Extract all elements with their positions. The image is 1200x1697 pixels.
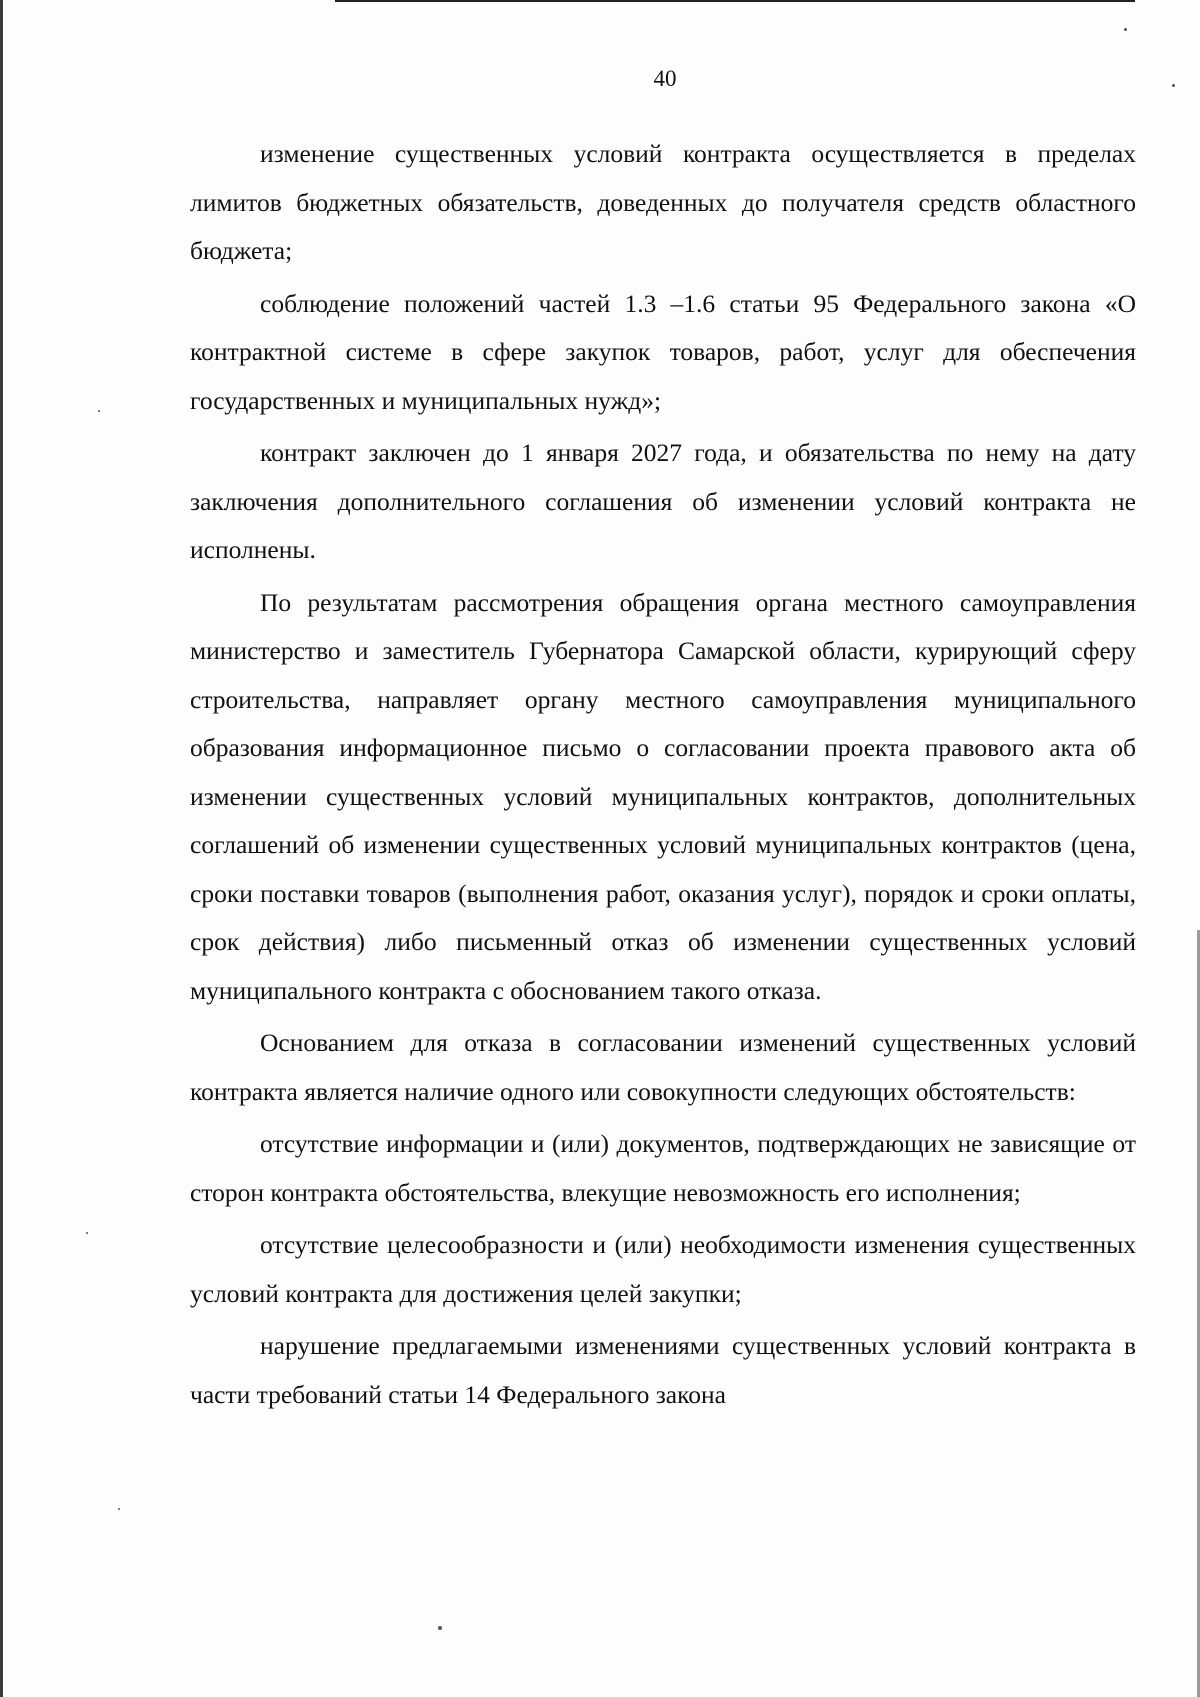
- paragraph: отсутствие информации и (или) документов, подтверждающих не зависящие от сторон контракта обстоятельства, влекущие невозможность его исполнения;: [190, 1129, 1136, 1207]
- scan-speck: [118, 1508, 120, 1510]
- paragraph: По результатам рассмотрения обращения органа местного самоуправления министерство и заместитель Губернатора Самарской области, курирующий сферу строительства, направляет органу местного самоуправления муниципального образования информационное письмо о согласовании проекта правового акта об изменении существенных условий муниципальных контрактов, дополнительных соглашений об изменении существенных условий муниципальных контрактов (цена, сроки поставки товаров (выполнения работ, оказания услуг), порядок и сроки оплаты, срок действия) либо письменный отказ об изменении существенных условий муниципального контракта с обоснованием такого отказа.: [190, 587, 1136, 1005]
- scan-speck: [98, 410, 100, 412]
- scan-speck: [1124, 28, 1127, 31]
- document-body: [190, 130, 1136, 1419]
- paragraph: отсутствие целесообразности и (или) необходимости изменения существенных условий контракта для достижения целей закупки;: [190, 1230, 1136, 1308]
- scan-speck: [438, 1626, 442, 1630]
- paragraph: изменение существенных условий контракта осуществляется в пределах лимитов бюджетных обязательств, доведенных до получателя средств областного бюджета;: [190, 139, 1136, 265]
- paragraph: соблюдение положений частей 1.3 –1.6 статьи 95 Федерального закона «О контрактной системе в сфере закупок товаров, работ, услуг для обеспечения государственных и муниципальных нужд»;: [190, 288, 1136, 415]
- scan-top-border: [335, 0, 1135, 2]
- paragraph: нарушение предлагаемыми изменениями существенных условий контракта в части требований статьи 14 Федерального закона: [190, 1331, 1136, 1409]
- paragraph: контракт заключен до 1 января 2027 года, и обязательства по нему на дату заключения дополнительного соглашения об изменении условий контракта не исполнены.: [190, 438, 1136, 564]
- scan-speck: [86, 1232, 88, 1234]
- scan-left-edge: [0, 0, 3, 1697]
- paragraph: Основанием для отказа в согласовании изменений существенных условий контракта является наличие одного или совокупности следующих обстоятельств:: [190, 1028, 1136, 1106]
- page-number: 40: [653, 66, 677, 91]
